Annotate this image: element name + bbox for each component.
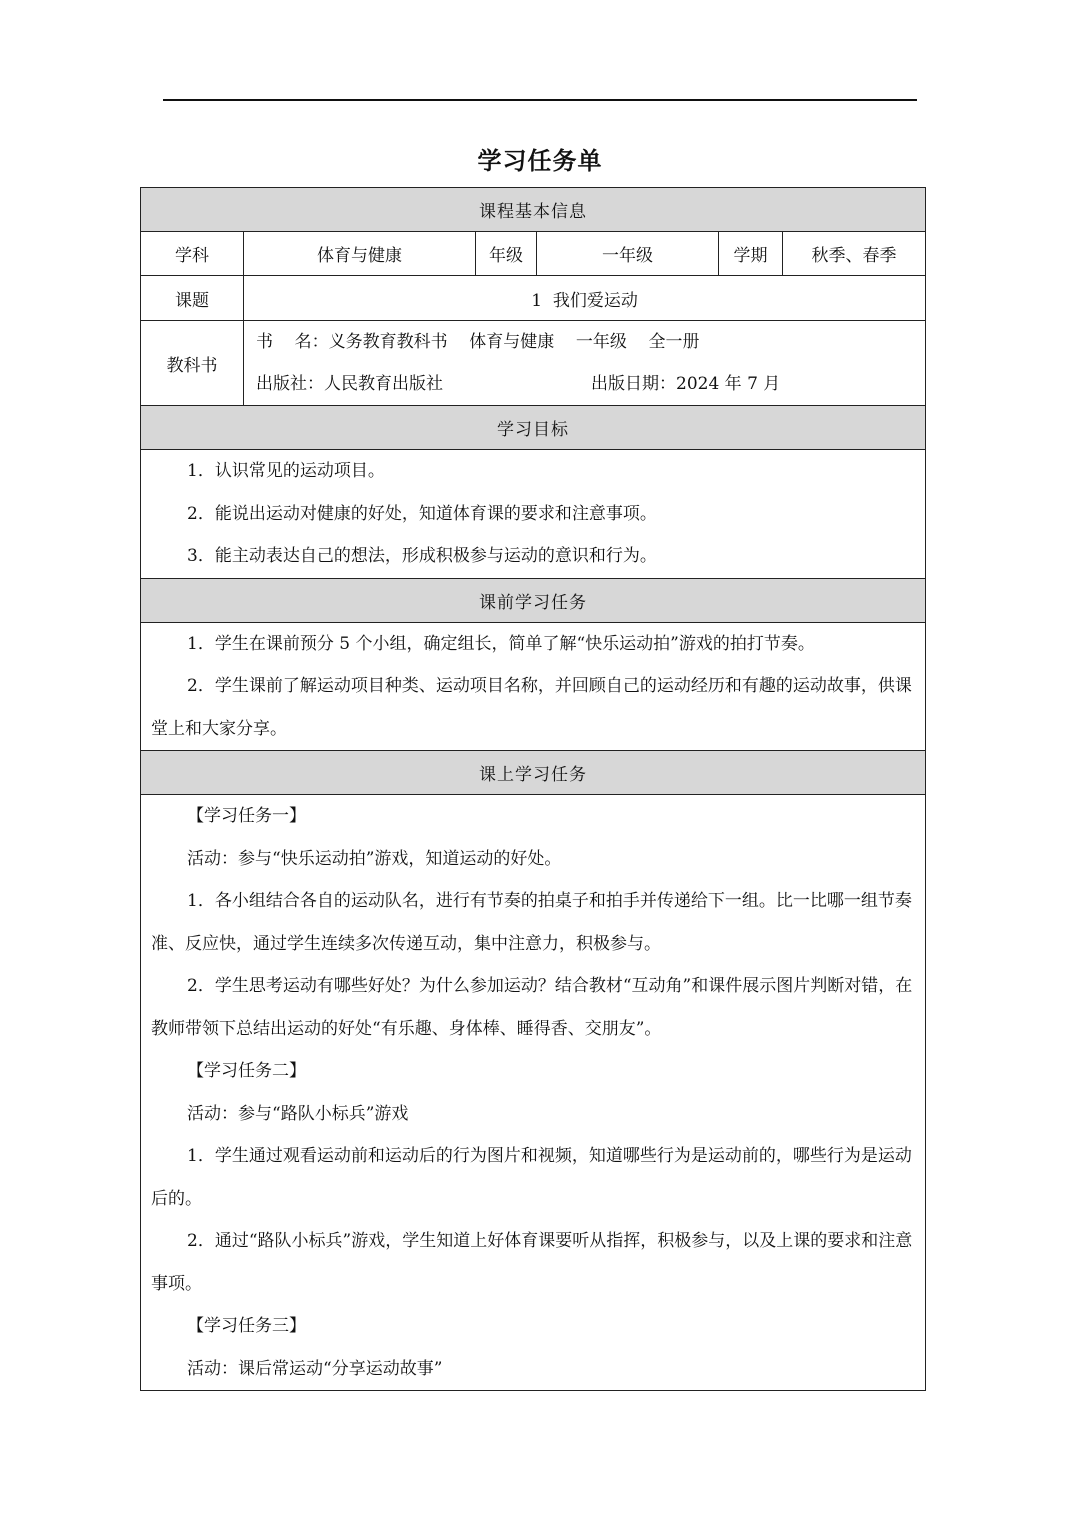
- header-rule: [163, 99, 917, 101]
- topic-label: 课题: [141, 276, 244, 321]
- objective-item: 3．能主动表达自己的想法，形成积极参与运动的意识和行为。: [187, 546, 657, 566]
- task1-title: 【学习任务一】: [187, 806, 306, 826]
- book-name-label: 书 名：: [256, 332, 329, 352]
- task1-item: 2．学生思考运动有哪些好处？为什么参加运动？结合教材“互动角”和课件展示图片判断对错，在教师带领下总结出运动的好处“有乐趣、身体棒、睡得香、交朋友”。: [151, 976, 913, 1039]
- pre-class-item: 2．学生课前了解运动项目种类、运动项目名称，并回顾自己的运动经历和有趣的运动故事，供课堂上和大家分享。: [151, 676, 912, 739]
- section-in-class: 课上学习任务: [141, 751, 926, 795]
- subject-value: 体育与健康: [244, 232, 476, 276]
- objective-item: 1．认识常见的运动项目。: [187, 461, 385, 481]
- publisher-line: [244, 363, 925, 405]
- in-class-content: [141, 795, 926, 1391]
- publisher-label: 出版社：: [256, 374, 324, 394]
- textbook-row: [141, 321, 926, 406]
- pre-class-content: [141, 622, 926, 751]
- task2-item: 1．学生通过观看运动前和运动后的行为图片和视频，知道哪些行为是运动前的，哪些行为是运动后的。: [151, 1146, 912, 1209]
- pub-date-label: 出版日期：: [591, 374, 676, 394]
- task2-activity: 活动：参与“路队小标兵”游戏: [187, 1103, 409, 1124]
- task1-item: 1．各小组结合各自的运动队名，进行有节奏的拍桌子和拍手并传递给下一组。比一比哪一组节奏准、反应快，通过学生连续多次传递互动，集中注意力，积极参与。: [151, 891, 912, 954]
- pre-class-item: 1．学生在课前预分 5 个小组，确定组长，简单了解“快乐运动拍”游戏的拍打节奏。: [187, 633, 815, 654]
- task1-activity: 活动：参与“快乐运动拍”游戏，知道运动的好处。: [187, 848, 562, 869]
- grade-value: 一年级: [537, 232, 719, 276]
- book-name-line: [244, 321, 925, 363]
- task3-title: 【学习任务三】: [187, 1316, 306, 1336]
- task2-title: 【学习任务二】: [187, 1061, 306, 1081]
- term-value: 秋季、春季: [783, 232, 926, 276]
- task3-activity: 活动：课后常运动“分享运动故事”: [187, 1358, 443, 1379]
- objective-item: 2．能说出运动对健康的好处，知道体育课的要求和注意事项。: [187, 503, 657, 524]
- topic-value: 1 我们爱运动: [244, 276, 926, 321]
- topic-row: [141, 276, 926, 321]
- term-label: 学期: [719, 232, 783, 276]
- book-name-value: 义务教育教科书 体育与健康 一年级 全一册: [328, 332, 700, 352]
- publisher-value: 人民教育出版社: [324, 374, 443, 394]
- section-objectives: 学习目标: [141, 406, 926, 450]
- task2-item: 2．通过“路队小标兵”游戏，学生知道上好体育课要听从指挥，积极参与，以及上课的要求和注意事项。: [151, 1231, 913, 1294]
- section-course-info: 课程基本信息: [141, 188, 926, 232]
- section-pre-class: 课前学习任务: [141, 578, 926, 622]
- document-title: 学习任务单: [477, 147, 603, 175]
- textbook-details: [244, 321, 926, 406]
- subject-label: 学科: [141, 232, 244, 276]
- textbook-label: 教科书: [141, 321, 244, 406]
- task-sheet-table: [140, 187, 926, 1391]
- course-info-row: [141, 232, 926, 276]
- grade-label: 年级: [476, 232, 537, 276]
- pub-date-value: 2024 年 7 月: [676, 374, 781, 394]
- objectives-content: [141, 450, 926, 579]
